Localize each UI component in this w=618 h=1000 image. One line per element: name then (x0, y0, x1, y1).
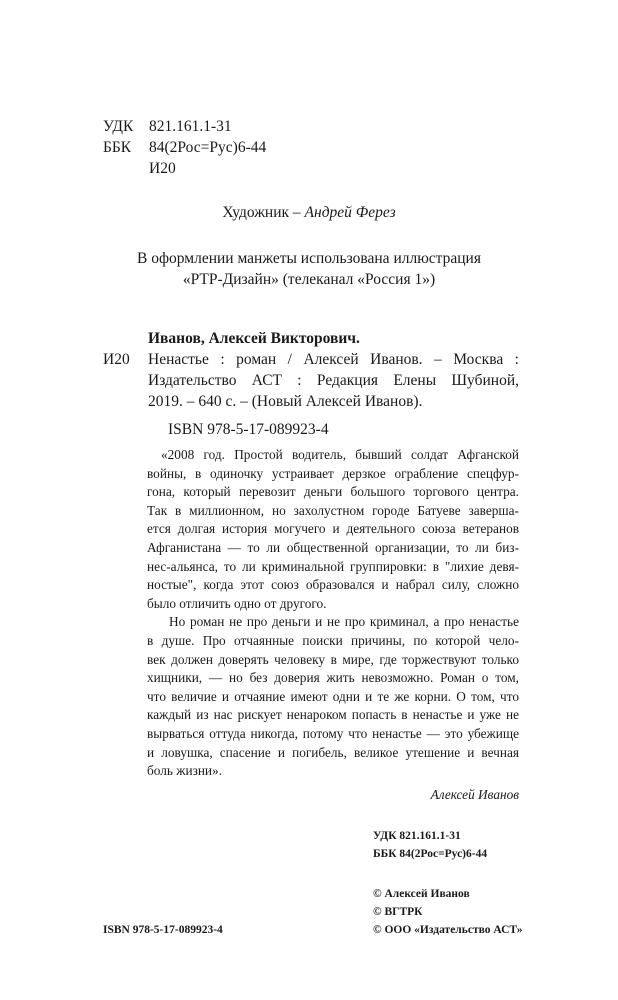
cover-note-line1: В оформлении манжеты использована иллюстрация (137, 250, 481, 267)
footer-copyright-vgtrk: © ВГТРК (373, 906, 423, 918)
udk-line (103, 116, 232, 137)
annotation-line: было отличить одно от другого. (147, 595, 327, 611)
annotation-line: нес-альянса, то ли криминальной группировки: в "лихие девя- (147, 558, 519, 574)
annotation-line: войны, в одиночку устраивает дерзкое ограбление спецфур- (147, 465, 519, 481)
annotation-line: и ловушка, спасение и погибель, великое утешение и вечная (147, 744, 519, 760)
annotation-line: каждый из нас рискует ненароком попасть в ненастье и уже не (147, 707, 519, 723)
footer-copyright-ast: © ООО «Издательство АСТ» (373, 924, 523, 936)
author-heading: Иванов, Алексей Викторович. (148, 330, 360, 347)
record-line3: 2019. – 640 с. – (Новый Алексей Иванов). (148, 393, 423, 410)
annotation-line: век должен доверять человеку в мире, где торжествуют только (147, 651, 519, 667)
record-line1: Ненастье : роман / Алексей Иванов. – Москва : (148, 351, 519, 368)
annotation-line: гона, который перевозит деньги большого торгового центра. (147, 484, 519, 500)
artist-name: Андрей Ферез (304, 204, 396, 221)
annotation (147, 446, 519, 781)
annotation-line: в душе. Про отчаянные поиски причины, по которой чело- (147, 632, 519, 648)
annotation-line: боль жизни». (147, 763, 223, 779)
footer-bbk: ББК 84(2Рос=Рус)6-44 (373, 848, 488, 860)
author-mark-record: И20 (103, 351, 130, 368)
artist-prefix: Художник – (222, 204, 305, 221)
annotation-line: что величие и отчаяние имеют одни и те же корни. О том, что (147, 688, 519, 704)
artist-credit (0, 204, 618, 222)
bbk-label: ББК (103, 139, 132, 156)
annotation-line: ется долгая история могучего и деятельного союза ветеранов (147, 521, 519, 537)
cover-note-line2: «РТР-Дизайн» (телеканал «Россия 1») (182, 271, 436, 288)
bbk-line (103, 137, 266, 158)
record-line2: Издательство АСТ : Редакция Елены Шубиной, (148, 372, 519, 389)
bbk-value: 84(2Рос=Рус)6-44 (149, 139, 267, 156)
annotation-line: вырваться оттуда никогда, потому что ненастье — это убежище (147, 725, 519, 741)
annotation-line: хищники, — но без доверия жить невозможно. Роман о том, (147, 670, 519, 686)
author-mark-top: И20 (149, 160, 176, 177)
annotation-signature: Алексей Иванов (430, 787, 519, 802)
footer-isbn: ISBN 978-5-17-089923-4 (103, 924, 223, 936)
udk-label: УДК (103, 118, 134, 135)
annotation-line: Но роман не про деньги и не про криминал, а про ненастье (169, 614, 519, 630)
annotation-line: ностые", когда этот союз образовался и набрал силу, сложно (147, 577, 519, 593)
record-isbn: ISBN 978-5-17-089923-4 (168, 421, 329, 438)
footer-copyright-author: © Алексей Иванов (373, 888, 470, 900)
footer-udk: УДК 821.161.1-31 (373, 830, 461, 842)
annotation-line: Афганистана — то ли общественной организации, то ли биз- (147, 539, 519, 555)
annotation-line: Так в миллионном, но захолустном городе Батуеве заверша- (147, 502, 519, 518)
annotation-line: «2008 год. Простой водитель, бывший солдат Афганской (161, 447, 519, 462)
udk-value: 821.161.1-31 (149, 118, 232, 135)
